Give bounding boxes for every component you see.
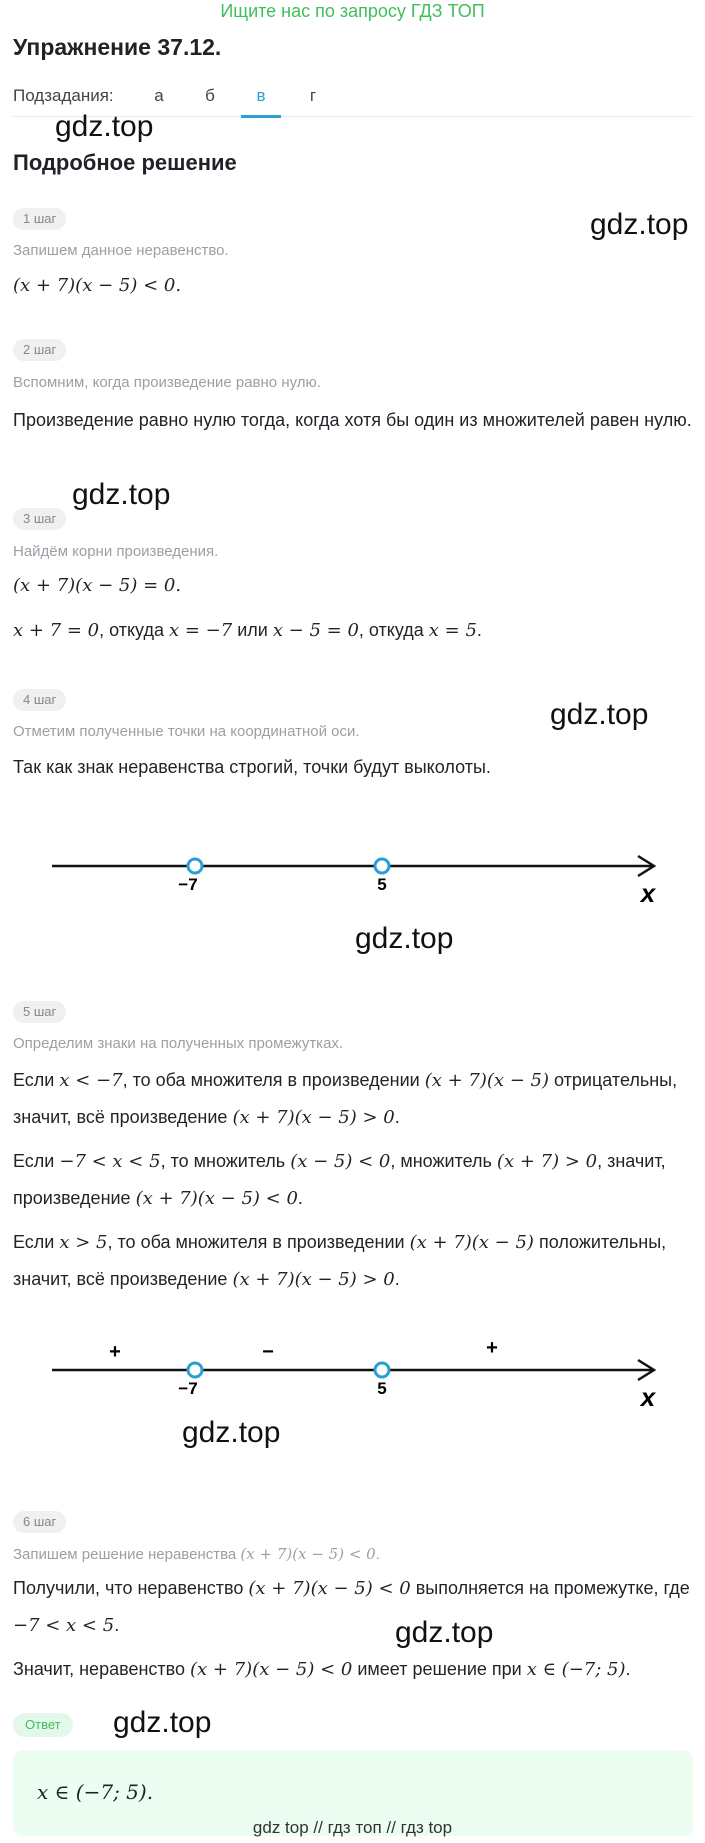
point-label-minus-7: −7	[178, 875, 198, 894]
watermark: gdz.top	[355, 922, 454, 955]
step-2-badge: 2 шаг	[13, 339, 66, 361]
text: Значит, неравенство	[13, 1659, 191, 1679]
step-5-para-1	[13, 1062, 693, 1136]
step-1-badge: 1 шаг	[13, 208, 66, 230]
step-2-hint: Вспомним, когда произведение равно нулю.	[13, 374, 321, 391]
math: (x − 5) < 0	[290, 1151, 391, 1172]
text: .	[297, 1188, 303, 1208]
axis-variable-label: x	[640, 878, 656, 908]
step-3-hint: Найдём корни произведения.	[13, 543, 219, 560]
subtasks-label: Подзадания:	[13, 86, 114, 105]
step-3-formula: (x + 7)(x − 5) = 0.	[13, 575, 182, 596]
text: Получили, что неравенство	[13, 1578, 249, 1598]
section-title: Подробное решение	[13, 150, 237, 175]
text: , множитель	[390, 1151, 497, 1171]
step-5-badge: 5 шаг	[13, 1001, 66, 1023]
subtask-tab-b[interactable]: б	[205, 86, 215, 105]
math: (x + 7)(x − 5) < 0	[240, 1545, 376, 1563]
watermark: gdz.top	[550, 698, 649, 731]
open-point-5	[375, 859, 389, 873]
math: x > 5	[59, 1232, 108, 1253]
step-2-text: Произведение равно нулю тогда, когда хотя бы один из множителей равен нулю.	[13, 410, 692, 430]
math: x = −7	[168, 620, 233, 641]
step-3-badge: 3 шаг	[13, 508, 66, 530]
math: (x + 7)(x − 5) < 0	[135, 1188, 298, 1209]
math: (x + 7)(x − 5)	[424, 1070, 550, 1091]
math: (x + 7)(x − 5) > 0	[232, 1107, 395, 1128]
sign-label-right: +	[486, 1337, 498, 1359]
number-line-2	[0, 1324, 705, 1414]
text: .	[394, 1269, 400, 1289]
text: , откуда	[99, 620, 169, 640]
math: (x + 7)(x − 5)	[409, 1232, 534, 1253]
text: выполняется на промежутке, где	[410, 1578, 690, 1598]
text: Если	[13, 1232, 60, 1252]
step-4-text: Так как знак неравенства строгий, точки будут выколоты.	[13, 757, 491, 777]
math: (x + 7) > 0	[496, 1151, 598, 1172]
step-3-roots	[13, 612, 693, 649]
step-4-badge: 4 шаг	[13, 689, 66, 711]
text: положительны, значит, всё произведение	[13, 1232, 667, 1289]
math: x = 5	[428, 620, 477, 641]
text: , то оба множителя в произведении	[107, 1232, 410, 1252]
text: Запишем решение неравенства	[13, 1546, 241, 1563]
math: x − 5 = 0	[272, 620, 359, 641]
exercise-title: Упражнение 37.12.	[13, 34, 222, 60]
subtask-tab-g[interactable]: г	[309, 86, 317, 105]
math: x + 7 = 0	[13, 620, 100, 641]
step-1-formula: (x + 7)(x − 5) < 0.	[13, 275, 182, 296]
number-line-1	[0, 840, 705, 920]
math: −7 < x < 5	[13, 1615, 115, 1636]
open-point-minus-7	[188, 859, 202, 873]
step-5-para-2	[13, 1143, 693, 1217]
subtask-tab-v[interactable]: в	[241, 86, 281, 118]
point-label-minus-7: −7	[178, 1379, 198, 1398]
text: .	[394, 1107, 400, 1127]
text: .	[114, 1615, 120, 1635]
step-5-para-3	[13, 1224, 693, 1298]
text: , откуда	[358, 620, 429, 640]
math: −7 < x < 5	[59, 1151, 161, 1172]
text: .	[625, 1659, 631, 1679]
promo-link[interactable]: Ищите нас по запросу ГДЗ ТОП	[220, 1, 485, 21]
text: Если	[13, 1070, 60, 1090]
step-6-para-2	[13, 1651, 693, 1688]
step-4-hint: Отметим полученные точки на координатной оси.	[13, 723, 360, 740]
watermark: gdz.top	[113, 1706, 212, 1739]
text: или	[232, 620, 273, 640]
text: Если	[13, 1151, 60, 1171]
step-6-hint	[13, 1545, 380, 1563]
watermark: gdz.top	[182, 1416, 281, 1449]
text: имеет решение при	[352, 1659, 527, 1679]
sign-label-middle: −	[262, 1341, 274, 1363]
text: .	[476, 620, 482, 640]
math: (x + 7)(x − 5) > 0	[232, 1269, 395, 1290]
watermark: gdz.top	[590, 208, 689, 241]
text: , значит, произведение	[13, 1151, 666, 1208]
step-1-hint: Запишем данное неравенство.	[13, 242, 229, 259]
answer-badge: Ответ	[13, 1713, 73, 1737]
footer-links[interactable]: gdz top // гдз топ // гдз top	[252, 1818, 453, 1837]
step-5-hint: Определим знаки на полученных промежутках.	[13, 1035, 344, 1052]
text: , то оба множителя в произведении	[122, 1070, 425, 1090]
math: x < −7	[59, 1070, 123, 1091]
axis-variable-label: x	[640, 1382, 656, 1412]
math: (x + 7)(x − 5) < 0	[190, 1659, 353, 1680]
text: отрицательны, значит, всё произведение	[13, 1070, 678, 1127]
watermark: gdz.top	[72, 478, 171, 511]
watermark: gdz.top	[395, 1616, 494, 1649]
watermark: gdz.top	[55, 110, 154, 143]
answer-value: x ∈ (−7; 5).	[37, 1780, 154, 1804]
step-6-badge: 6 шаг	[13, 1511, 66, 1533]
math: x ∈ (−7; 5)	[526, 1659, 626, 1680]
text: , то множитель	[160, 1151, 291, 1171]
step-6-para-1	[13, 1570, 693, 1644]
subtask-tab-a[interactable]: а	[154, 86, 164, 105]
open-point-5	[375, 1363, 389, 1377]
point-label-5: 5	[377, 1379, 387, 1398]
point-label-5: 5	[377, 875, 387, 894]
text: .	[375, 1546, 380, 1563]
sign-label-left: +	[109, 1341, 121, 1363]
math: (x + 7)(x − 5) < 0	[248, 1578, 411, 1599]
open-point-minus-7	[188, 1363, 202, 1377]
